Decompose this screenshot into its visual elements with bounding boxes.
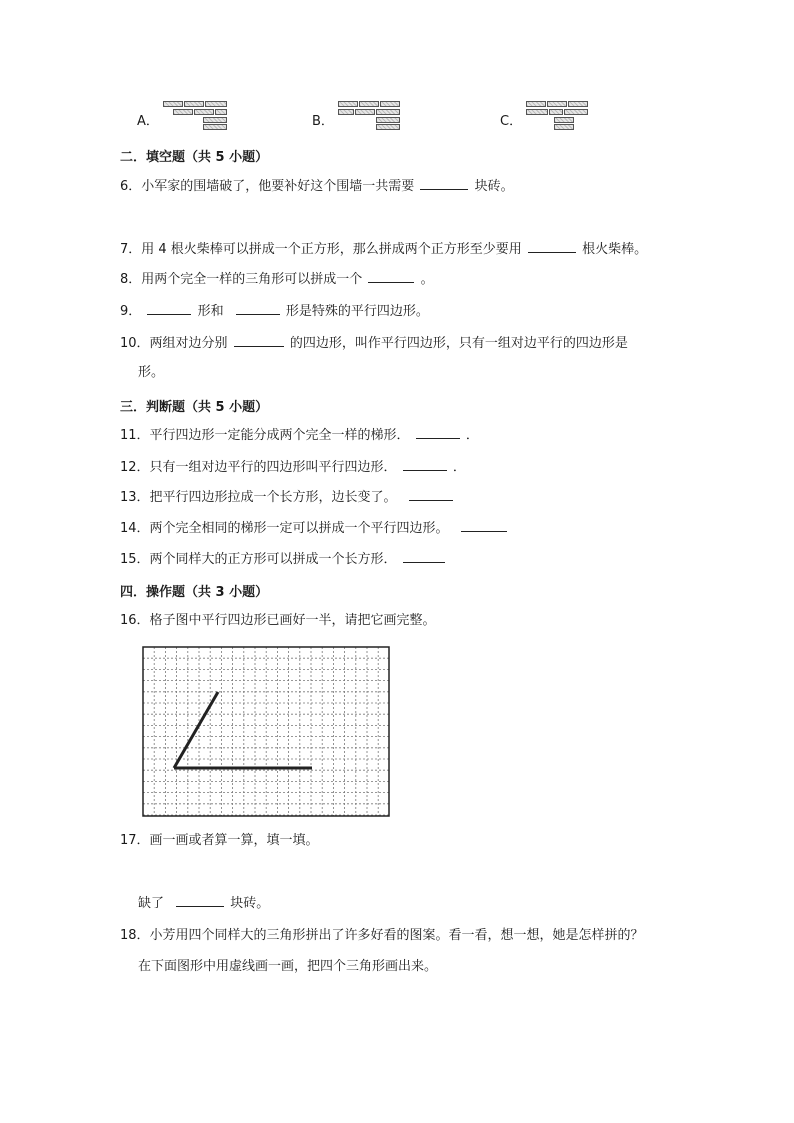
option-a-label: A． — [137, 114, 159, 129]
question-7-suffix: 根火柴棒。 — [582, 242, 648, 257]
question-10-text: 10．两组对边分别 — [120, 336, 228, 351]
question-16: 16．格子图中平行四边形已画好一半，请把它画完整。 — [120, 613, 436, 628]
section-title-judge: 三．判断题（共 5 小题） — [120, 400, 269, 415]
question-18-line2: 在下面图形中用虚线画一画，把四个三角形画出来。 — [138, 959, 438, 974]
question-17-answer-suffix: 块砖。 — [230, 896, 270, 911]
question-8 — [120, 270, 434, 289]
question-9-number: 9． — [120, 304, 142, 319]
answer-blank-8[interactable] — [368, 270, 414, 283]
question-9-middle: 形和 — [197, 304, 224, 319]
question-18-line1: 18．小芳用四个同样大的三角形拼出了许多好看的图案。看一看，想一想，她是怎样拼的？ — [120, 928, 644, 943]
question-13-text: 13．把平行四边形拉成一个长方形，边长变了。 — [120, 490, 397, 505]
question-14 — [120, 519, 509, 538]
question-6 — [120, 177, 514, 196]
answer-blank-7[interactable] — [528, 240, 576, 253]
parallelogram-grid-figure[interactable] — [140, 644, 392, 820]
question-12 — [120, 458, 466, 477]
answer-blank-11[interactable] — [416, 426, 460, 439]
question-13 — [120, 488, 455, 507]
question-11-suffix: ． — [465, 428, 479, 443]
question-15-text: 15．两个同样大的正方形可以拼成一个长方形． — [120, 552, 397, 567]
question-11-text: 11．平行四边形一定能分成两个完全一样的梯形． — [120, 428, 410, 443]
question-10-text-cont: 的四边形，叫作平行四边形，只有一组对边平行的四边形是 — [289, 336, 628, 351]
answer-blank-12[interactable] — [403, 458, 447, 471]
option-c-label: C． — [500, 114, 523, 129]
question-17-answer-prefix: 缺了 — [138, 896, 165, 911]
question-14-text: 14．两个完全相同的梯形一定可以拼成一个平行四边形。 — [120, 521, 449, 536]
question-15 — [120, 550, 447, 569]
question-6-text: 6．小军家的围墙破了，他要补好这个围墙一共需要 — [120, 179, 415, 194]
question-12-text: 12．只有一组对边平行的四边形叫平行四边形． — [120, 460, 397, 475]
question-12-suffix: ． — [452, 460, 466, 475]
answer-blank-17[interactable] — [176, 894, 224, 907]
answer-blank-10[interactable] — [234, 334, 284, 347]
answer-blank-6[interactable] — [420, 177, 468, 190]
answer-blank-15[interactable] — [403, 550, 445, 563]
question-17: 17．画一画或者算一算，填一填。 — [120, 833, 319, 848]
answer-blank-9a[interactable] — [147, 302, 191, 315]
parallelogram-slanted-side — [174, 692, 218, 768]
question-7 — [120, 240, 647, 259]
question-9 — [120, 302, 429, 321]
answer-blank-13[interactable] — [409, 488, 453, 501]
question-7-text: 7．用 4 根火柴棒可以拼成一个正方形，那么拼成两个正方形至少要用 — [120, 242, 522, 257]
question-10-line2: 形。 — [138, 365, 165, 380]
grid-lines — [143, 647, 389, 816]
option-b-label: B． — [312, 114, 334, 129]
brick-wall-c-image — [526, 101, 590, 131]
brick-wall-a-image — [163, 101, 231, 131]
question-8-text: 8．用两个完全一样的三角形可以拼成一个 — [120, 272, 363, 287]
question-6-suffix: 块砖。 — [474, 179, 514, 194]
section-title-operate: 四．操作题（共 3 小题） — [120, 585, 269, 600]
question-17-answer — [138, 894, 269, 913]
brick-wall-b-image — [338, 101, 402, 131]
question-9-suffix: 形是特殊的平行四边形。 — [285, 304, 429, 319]
answer-blank-14[interactable] — [461, 519, 507, 532]
question-8-suffix: 。 — [420, 272, 434, 287]
question-10 — [120, 334, 628, 353]
section-title-fill-blank: 二．填空题（共 5 小题） — [120, 150, 269, 165]
answer-blank-9b[interactable] — [236, 302, 280, 315]
question-11 — [120, 426, 479, 445]
